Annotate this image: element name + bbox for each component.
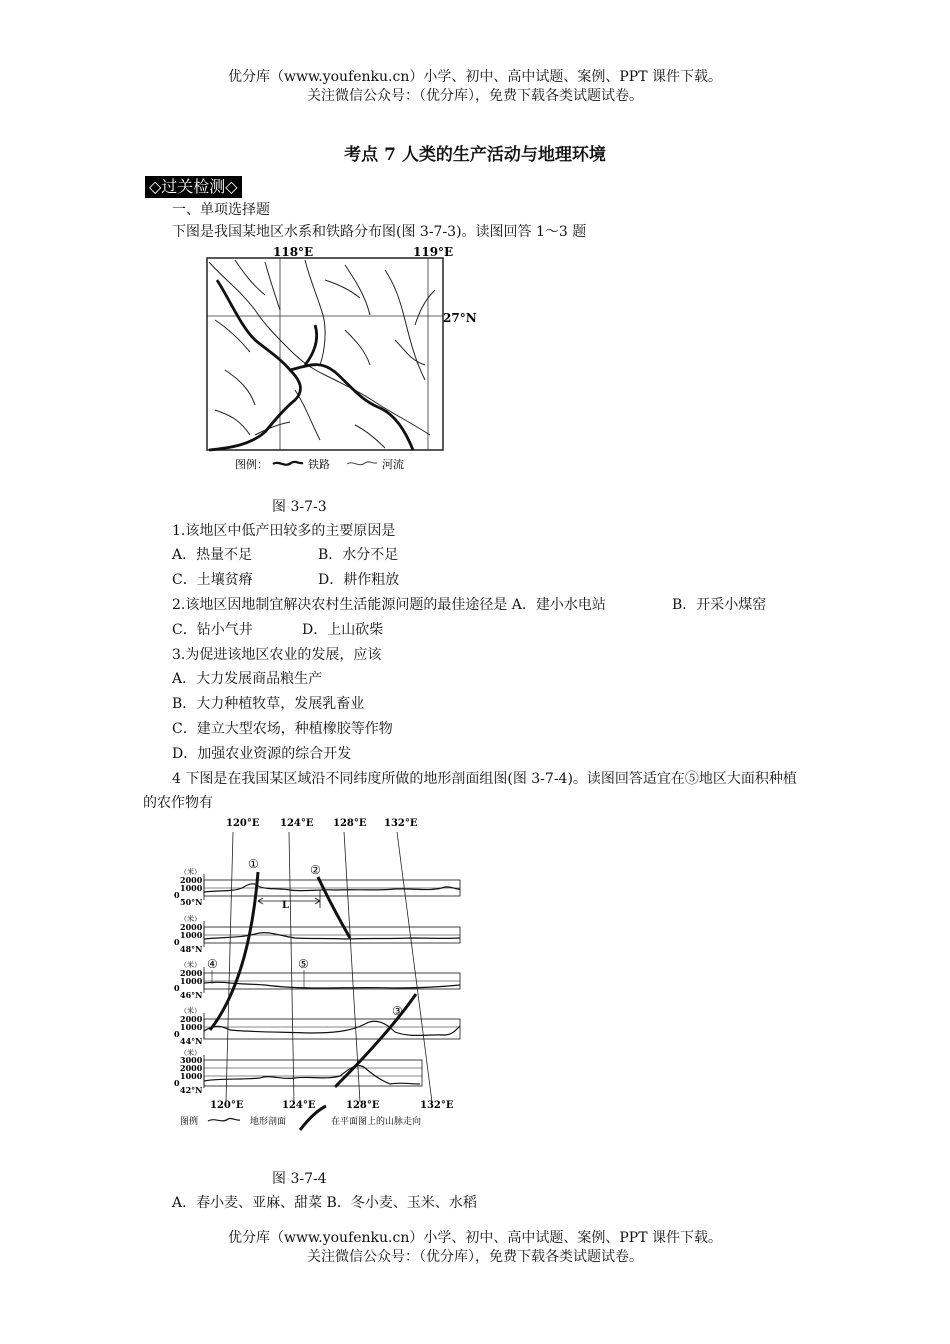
bottom-lon-label-124: 124°E — [282, 1100, 316, 1111]
lat-label-42n: 42°N — [180, 1085, 203, 1095]
q3-stem: 3.为促进该地区农业的发展，应该 — [172, 647, 382, 663]
header-line-1: 优分库（www.youfenku.cn）小学、初中、高中试题、案例、PPT 课件下载。 — [227, 69, 722, 85]
tick-3000-42n: 3000 — [180, 1055, 203, 1065]
lat-label-44n: 44°N — [180, 1036, 203, 1046]
top-lon-label-120: 120°E — [226, 818, 260, 829]
lat-label-50n: 50°N — [180, 897, 203, 907]
q4-options-a-b[interactable]: A．春小麦、亚麻、甜菜 B．冬小麦、玉米、水稻 — [172, 1195, 477, 1211]
top-lon-label-132: 132°E — [384, 818, 418, 829]
tick-1000-46n: 1000 — [180, 976, 203, 986]
tick-0-48n: 0 — [174, 937, 180, 947]
q3-option-c[interactable]: C．建立大型农场，种植橡胶等作物 — [172, 721, 393, 737]
profile-panel-44n — [174, 1006, 460, 1046]
terrain-profile-figure — [170, 812, 470, 1132]
terrain-profile-46n — [204, 982, 460, 988]
unit-label-48n: （米） — [180, 915, 201, 923]
map-lon-right-label: 119°E — [413, 245, 454, 259]
marker-1: ① — [248, 857, 259, 871]
map-legend-railway: 铁路 — [308, 458, 330, 471]
q2-option-b[interactable]: B．开采小煤窑 — [672, 597, 767, 613]
q2-stem: 2.该地区因地制宜解决农村生活能源问题的最佳途径是 A．建小水电站 — [172, 597, 606, 613]
map-legend-river: 河流 — [382, 458, 404, 471]
q1-option-b[interactable]: B．水分不足 — [318, 547, 399, 563]
q4-stem-line-2: 的农作物有 — [143, 795, 213, 811]
header-line-2: 关注微信公众号：（优分库），免费下载各类试题试卷。 — [307, 88, 643, 104]
tick-2000-46n: 2000 — [180, 968, 203, 978]
legend-river-symbol — [347, 462, 377, 465]
profile-panel-48n — [174, 914, 460, 954]
q1-option-a[interactable]: A．热量不足 — [172, 547, 253, 563]
tick-0-46n: 0 — [174, 983, 180, 993]
map-rivers — [209, 260, 435, 448]
tick-2000-50n: 2000 — [180, 875, 203, 885]
footer-line-1: 优分库（www.youfenku.cn）小学、初中、高中试题、案例、PPT 课件下载。 — [227, 1230, 722, 1246]
top-lon-label-124: 124°E — [280, 818, 314, 829]
part-heading: 一、单项选择题 — [172, 202, 270, 218]
q3-option-b[interactable]: B．大力种植牧草，发展乳畜业 — [172, 696, 365, 712]
tick-1000-50n: 1000 — [180, 883, 203, 893]
span-label-l: L — [282, 900, 290, 911]
terrain-profile-48n — [204, 933, 460, 939]
legend-profile-symbol — [208, 1118, 240, 1121]
lat-label-48n: 48°N — [180, 944, 203, 954]
unit-label-50n: （米） — [180, 868, 201, 876]
page-title: 考点 7 人类的生产活动与地理环境 — [344, 145, 606, 165]
section-label: ◇过关检测◇ — [145, 176, 242, 198]
map-railways — [209, 280, 413, 450]
bottom-lon-label-132: 132°E — [420, 1100, 454, 1111]
marker-2: ② — [310, 863, 321, 877]
tick-0-44n: 0 — [174, 1029, 180, 1039]
lat-label-46n: 46°N — [180, 990, 203, 1000]
terrain-profile-42n — [204, 1066, 420, 1084]
tick-2000-44n: 2000 — [180, 1014, 203, 1024]
legend-railway-symbol — [273, 462, 303, 465]
river-railway-map — [195, 240, 485, 475]
q1-option-d[interactable]: D．耕作粗放 — [318, 572, 400, 588]
tick-1000-42n: 1000 — [180, 1071, 203, 1081]
tick-0-50n: 0 — [174, 890, 180, 900]
q1-option-c[interactable]: C．土壤贫瘠 — [172, 572, 253, 588]
map-lon-left-label: 118°E — [273, 245, 314, 259]
ridge-line-2 — [318, 877, 350, 938]
profile-panel-42n — [174, 1048, 422, 1095]
footer-line-2: 关注微信公众号：（优分库），免费下载各类试题试卷。 — [307, 1249, 643, 1265]
tick-0-42n: 0 — [174, 1078, 180, 1088]
tick-2000-42n: 2000 — [180, 1063, 203, 1073]
profile-legend-label: 图例 — [180, 1117, 199, 1127]
marker-5: ⑤ — [298, 957, 309, 971]
tick-1000-48n: 1000 — [180, 930, 203, 940]
top-lon-label-128: 128°E — [333, 818, 367, 829]
profile-legend-profile: 地形剖面 — [250, 1117, 287, 1127]
q3-option-a[interactable]: A．大力发展商品粮生产 — [172, 671, 323, 687]
marker-4: ④ — [207, 957, 218, 971]
bottom-lon-label-120: 120°E — [210, 1100, 244, 1111]
figure-caption-3-7-4: 图 3-7-4 — [272, 1171, 327, 1187]
q2-option-c[interactable]: C．钻小气井 — [172, 622, 253, 638]
q2-option-d[interactable]: D．上山砍柴 — [302, 622, 384, 638]
unit-label-42n: （米） — [180, 1049, 201, 1057]
map-legend-label: 图例： — [235, 458, 268, 471]
tick-2000-48n: 2000 — [180, 922, 203, 932]
q1-stem: 1.该地区中低产田较多的主要原因是 — [172, 523, 396, 539]
unit-label-46n: （米） — [180, 961, 201, 969]
profile-legend-ridge: 在平面图上的山脉走向 — [331, 1117, 422, 1127]
figure-caption-3-7-3: 图 3-7-3 — [272, 499, 327, 515]
ridge-line-3 — [335, 994, 416, 1087]
map-lat-label: 27°N — [443, 311, 477, 325]
intro-text-q1-3: 下图是我国某地区水系和铁路分布图(图 3-7-3)。读图回答 1～3 题 — [172, 224, 587, 240]
unit-label-44n: （米） — [180, 1007, 201, 1015]
bottom-lon-label-128: 128°E — [346, 1100, 380, 1111]
marker-3: ③ — [392, 1004, 403, 1018]
q4-stem-line-1: 4 下图是在我国某区域沿不同纬度所做的地形剖面组图(图 3-7-4)。读图回答适宜在⑤地区大面积种植 — [172, 771, 797, 787]
tick-1000-44n: 1000 — [180, 1022, 203, 1032]
q3-option-d[interactable]: D．加强农业资源的综合开发 — [172, 746, 352, 762]
